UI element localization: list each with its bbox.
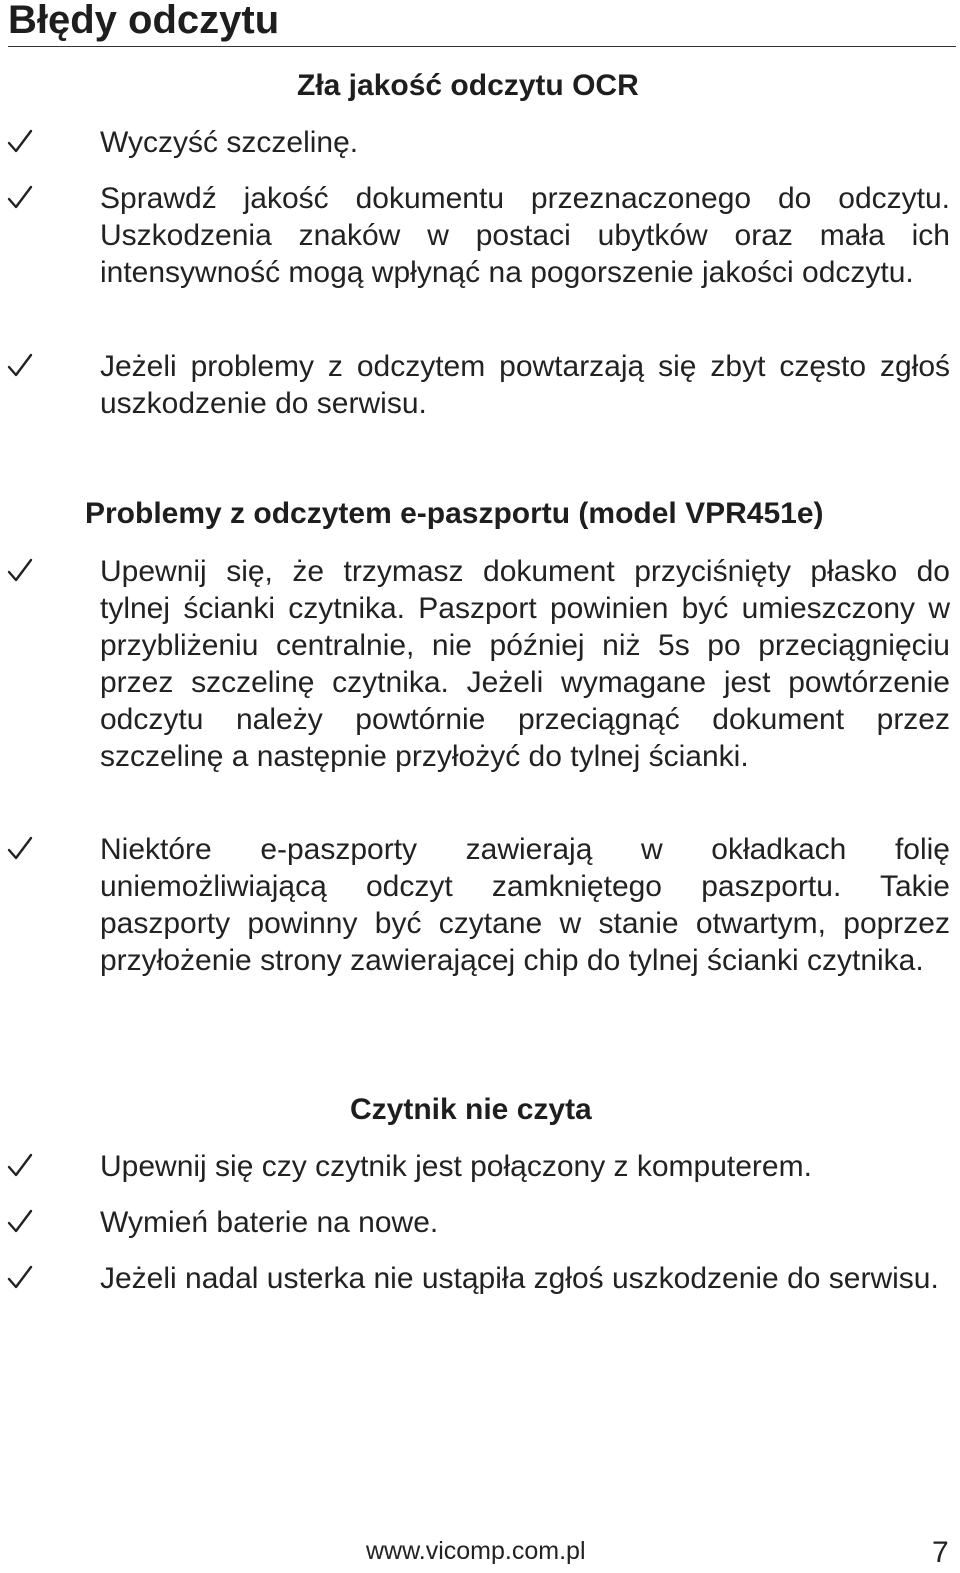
- list-item-text: Jeżeli problemy z odczytem powtarzają się zbyt często zgłoś uszkodzenie do serwisu.: [100, 350, 950, 420]
- page-title: Błędy odczytu: [8, 0, 280, 42]
- footer-url: www.vicomp.com.pl: [366, 1537, 586, 1565]
- checkmark-icon: [6, 1208, 34, 1236]
- section-heading-no-read: Czytnik nie czyta: [350, 1093, 592, 1126]
- list-item-text: Upewnij się czy czytnik jest połączony z komputerem.: [100, 1150, 812, 1183]
- checkmark-icon: [6, 352, 34, 380]
- list-item-text: Wyczyść szczelinę.: [100, 126, 359, 159]
- list-item-text: Niektóre e-paszporty zawierają w okładkach folię uniemożliwiającą odczyt zamkniętego paszportu. Takie paszporty powinny być czytane w stanie otwartym, poprzez przyłożenie strony zawierającej chip do tylnej ścianki czytnika.: [100, 833, 950, 977]
- checkmark-icon: [6, 557, 34, 585]
- list-item-text: Sprawdź jakość dokumentu przeznaczonego do odczytu. Uszkodzenia znaków w postaci ubytków oraz mała ich intensywność mogą wpłynąć na pogorszenie jakości odczytu.: [100, 182, 950, 289]
- title-divider: [8, 46, 956, 47]
- checkmark-icon: [6, 835, 34, 863]
- checkmark-icon: [6, 1264, 34, 1292]
- checkmark-icon: [6, 1152, 34, 1180]
- page-number: 7: [932, 1536, 949, 1569]
- list-item-text: Jeżeli nadal usterka nie ustąpiła zgłoś uszkodzenie do serwisu.: [100, 1262, 939, 1295]
- checkmark-icon: [6, 184, 34, 212]
- checkmark-icon: [6, 128, 34, 156]
- list-item-text: Upewnij się, że trzymasz dokument przyciśnięty płasko do tylnej ścianki czytnika. Paszport powinien być umieszczony w przybliżeniu centralnie, nie później niż 5s po przeciągnięciu przez szczelinę czytnika. Jeżeli wymagane jest powtórzenie odczytu należy powtórnie przeciągnąć dokument przez szczelinę a następnie przyłożyć do tylnej ścianki.: [100, 555, 950, 773]
- list-item-text: Wymień baterie na nowe.: [100, 1206, 439, 1239]
- section-heading-ocr: Zła jakość odczytu OCR: [297, 69, 639, 102]
- section-heading-epassport: Problemy z odczytem e-paszportu (model VPR451e): [85, 497, 824, 530]
